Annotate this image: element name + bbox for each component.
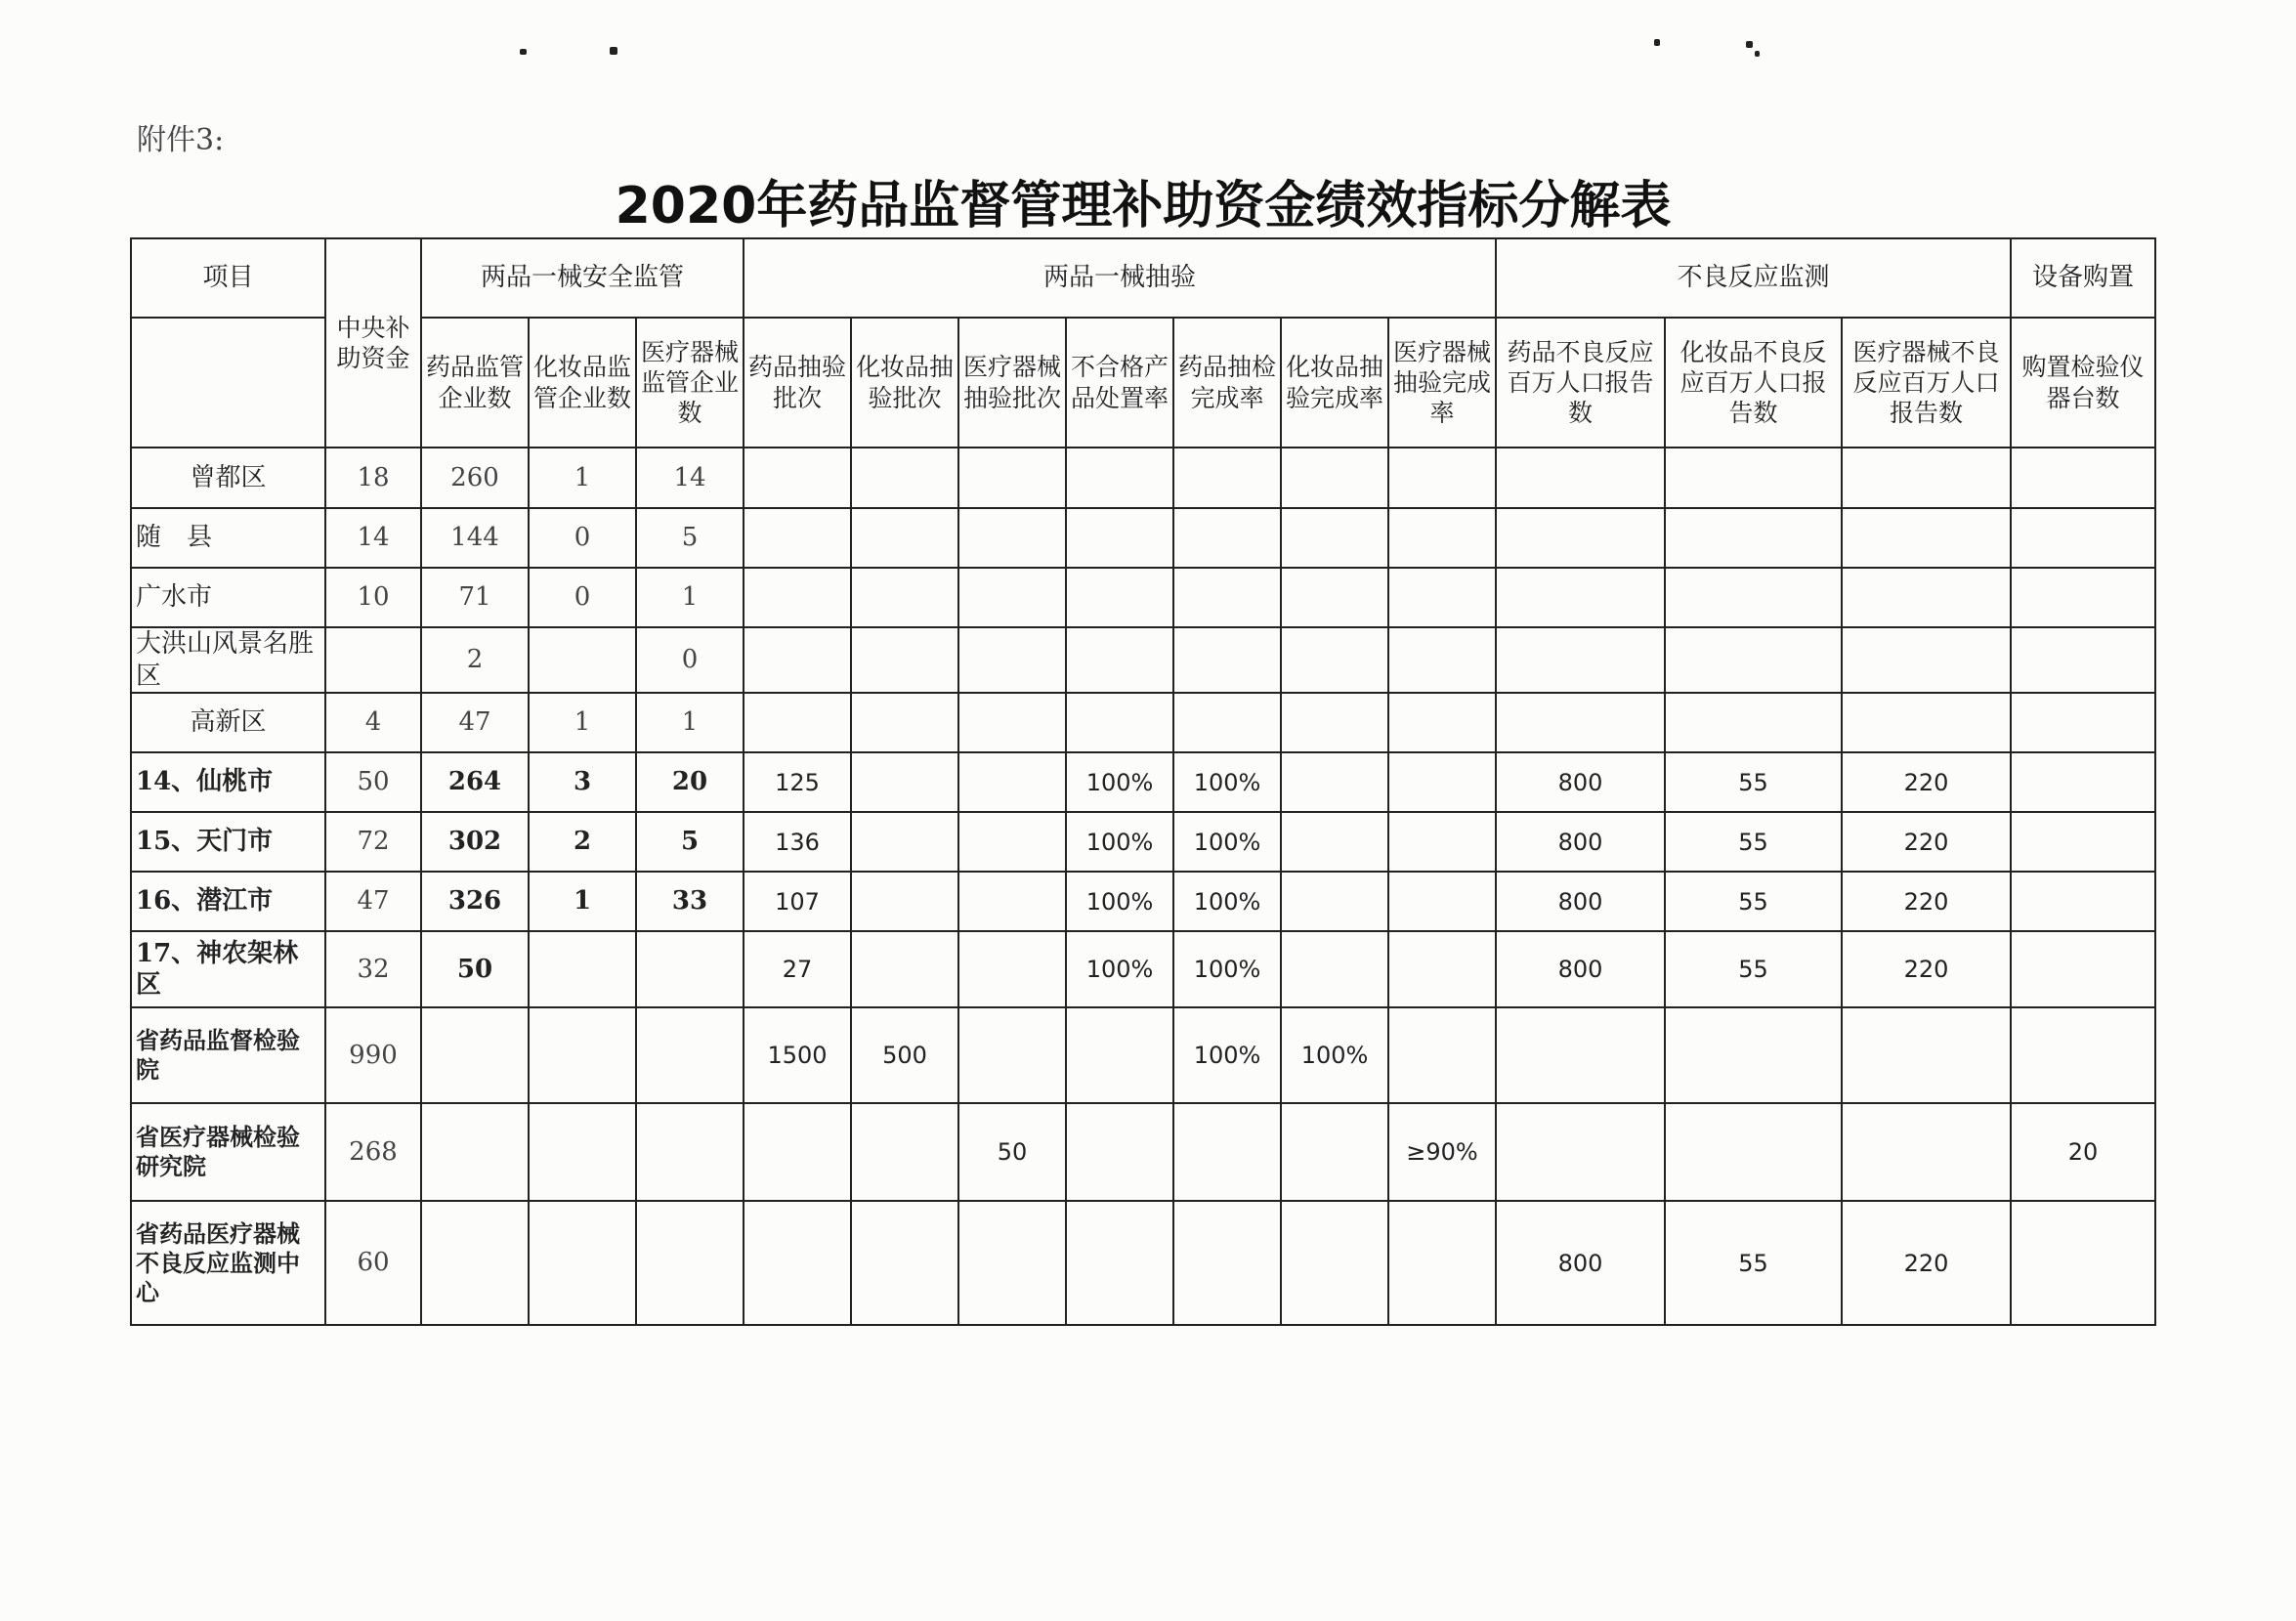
row-cell	[1173, 627, 1281, 693]
scan-speck	[520, 49, 527, 55]
row-cell	[1665, 568, 1842, 627]
row-cell	[2011, 1007, 2155, 1103]
row-cell	[1388, 1201, 1496, 1325]
header-col: 医疗器械抽验完成率	[1388, 318, 1496, 448]
header-row-groups	[131, 238, 2155, 318]
header-group-adverse-reaction: 不良反应监测	[1496, 238, 2011, 318]
row-cell	[2011, 693, 2155, 752]
row-cell	[1388, 872, 1496, 931]
row-cell: 55	[1665, 1201, 1842, 1325]
row-cell: 220	[1842, 872, 2011, 931]
header-col: 化妆品不良反应百万人口报告数	[1665, 318, 1842, 448]
header-col: 医疗器械监管企业数	[636, 318, 744, 448]
row-cell	[744, 1201, 851, 1325]
row-cell	[1173, 1103, 1281, 1201]
row-cell: 0	[529, 508, 636, 568]
row-cell	[1496, 627, 1665, 693]
row-cell: 220	[1842, 752, 2011, 812]
row-cell: 302	[421, 812, 529, 872]
row-cell: 27	[744, 931, 851, 1007]
header-central-fund: 中央补助资金	[325, 238, 421, 448]
row-project-name: 广水市	[131, 568, 325, 627]
row-cell: 125	[744, 752, 851, 812]
header-col: 药品不良反应百万人口报告数	[1496, 318, 1665, 448]
row-cell	[2011, 812, 2155, 872]
row-central-fund: 990	[325, 1007, 421, 1103]
row-cell: 800	[1496, 1201, 1665, 1325]
header-col: 医疗器械不良反应百万人口报告数	[1842, 318, 2011, 448]
row-cell	[636, 1201, 744, 1325]
row-cell: 800	[1496, 872, 1665, 931]
row-cell: 220	[1842, 1201, 2011, 1325]
scan-speck	[1746, 41, 1753, 48]
row-cell	[1173, 568, 1281, 627]
row-cell	[851, 1201, 958, 1325]
row-cell: 1	[529, 693, 636, 752]
row-cell: 326	[421, 872, 529, 931]
row-project-name: 大洪山风景名胜区	[131, 627, 325, 693]
row-project-name: 14、仙桃市	[131, 752, 325, 812]
row-central-fund: 32	[325, 931, 421, 1007]
row-cell	[1496, 693, 1665, 752]
row-cell	[1281, 448, 1388, 508]
header-col: 药品监管企业数	[421, 318, 529, 448]
header-col: 化妆品抽验批次	[851, 318, 958, 448]
row-cell: 3	[529, 752, 636, 812]
row-cell	[421, 1007, 529, 1103]
row-cell	[958, 812, 1066, 872]
row-cell	[636, 1103, 744, 1201]
row-cell	[2011, 1201, 2155, 1325]
header-col: 购置检验仪器台数	[2011, 318, 2155, 448]
row-cell	[529, 1103, 636, 1201]
row-cell: 264	[421, 752, 529, 812]
row-cell	[1388, 448, 1496, 508]
row-cell: 1	[529, 448, 636, 508]
row-cell	[1173, 508, 1281, 568]
table-row	[131, 508, 2155, 568]
row-cell	[1281, 931, 1388, 1007]
row-cell	[1388, 1007, 1496, 1103]
row-cell	[1281, 627, 1388, 693]
row-cell	[1066, 448, 1173, 508]
row-cell: 100%	[1173, 872, 1281, 931]
row-central-fund: 60	[325, 1201, 421, 1325]
row-cell	[1388, 812, 1496, 872]
row-cell: 5	[636, 812, 744, 872]
row-project-name: 15、天门市	[131, 812, 325, 872]
row-cell	[1066, 1007, 1173, 1103]
row-cell	[1842, 1103, 2011, 1201]
row-cell: 55	[1665, 872, 1842, 931]
row-cell	[958, 693, 1066, 752]
row-cell: 136	[744, 812, 851, 872]
header-project: 项目	[131, 238, 325, 318]
row-cell: 100%	[1173, 931, 1281, 1007]
row-cell	[851, 1103, 958, 1201]
header-project-blank	[131, 318, 325, 448]
row-cell	[636, 931, 744, 1007]
row-cell	[744, 1103, 851, 1201]
header-col: 不合格产品处置率	[1066, 318, 1173, 448]
row-cell: 0	[529, 568, 636, 627]
row-cell	[1665, 448, 1842, 508]
row-cell: 71	[421, 568, 529, 627]
row-cell	[1496, 508, 1665, 568]
row-central-fund: 4	[325, 693, 421, 752]
row-cell	[529, 1007, 636, 1103]
row-central-fund: 14	[325, 508, 421, 568]
row-cell: 100%	[1066, 752, 1173, 812]
row-project-name: 随 县	[131, 508, 325, 568]
row-cell	[851, 812, 958, 872]
row-cell: 100%	[1173, 752, 1281, 812]
row-cell: 47	[421, 693, 529, 752]
table-row	[131, 1103, 2155, 1201]
row-cell	[851, 568, 958, 627]
row-cell	[1388, 693, 1496, 752]
row-cell	[2011, 931, 2155, 1007]
header-group-equipment: 设备购置	[2011, 238, 2155, 318]
row-cell	[1388, 627, 1496, 693]
scan-speck	[610, 47, 617, 55]
row-project-name: 省药品监督检验院	[131, 1007, 325, 1103]
row-cell: 144	[421, 508, 529, 568]
row-cell: 800	[1496, 752, 1665, 812]
row-cell	[744, 508, 851, 568]
annex-label: 附件3:	[137, 123, 225, 157]
row-cell	[1173, 1201, 1281, 1325]
row-cell	[1281, 1201, 1388, 1325]
row-cell	[851, 627, 958, 693]
row-cell: 100%	[1173, 812, 1281, 872]
row-cell	[851, 448, 958, 508]
row-cell: 800	[1496, 931, 1665, 1007]
row-cell: 100%	[1281, 1007, 1388, 1103]
row-cell	[1665, 627, 1842, 693]
row-cell: 55	[1665, 812, 1842, 872]
row-project-name: 省医疗器械检验研究院	[131, 1103, 325, 1201]
table-row	[131, 568, 2155, 627]
row-cell	[2011, 568, 2155, 627]
row-cell	[1281, 1103, 1388, 1201]
row-cell	[2011, 752, 2155, 812]
row-cell	[1842, 693, 2011, 752]
row-cell	[1281, 568, 1388, 627]
row-cell	[1665, 1007, 1842, 1103]
page-title: 2020年药品监督管理补助资金绩效指标分解表	[615, 177, 1672, 235]
row-cell	[1388, 508, 1496, 568]
row-cell	[1281, 812, 1388, 872]
row-cell	[958, 752, 1066, 812]
table-row	[131, 627, 2155, 693]
row-cell	[851, 872, 958, 931]
row-cell: 1	[529, 872, 636, 931]
row-cell	[2011, 872, 2155, 931]
row-cell	[958, 568, 1066, 627]
header-group-supervision: 两品一械安全监管	[421, 238, 744, 318]
scan-speck	[1755, 51, 1760, 57]
row-cell	[529, 1201, 636, 1325]
row-project-name: 高新区	[131, 693, 325, 752]
row-cell	[1842, 627, 2011, 693]
row-cell: 50	[958, 1103, 1066, 1201]
table-row	[131, 1007, 2155, 1103]
row-cell	[2011, 448, 2155, 508]
row-cell	[1281, 752, 1388, 812]
row-cell	[1842, 508, 2011, 568]
row-cell	[1066, 568, 1173, 627]
row-cell	[1281, 508, 1388, 568]
row-cell	[1842, 1007, 2011, 1103]
row-cell	[1496, 1007, 1665, 1103]
row-cell: 33	[636, 872, 744, 931]
row-cell	[744, 568, 851, 627]
row-cell: 55	[1665, 752, 1842, 812]
row-central-fund: 18	[325, 448, 421, 508]
table-row	[131, 752, 2155, 812]
row-cell	[1665, 1103, 1842, 1201]
row-cell	[1173, 693, 1281, 752]
row-cell: 500	[851, 1007, 958, 1103]
header-group-sampling: 两品一械抽验	[744, 238, 1496, 318]
row-cell	[2011, 508, 2155, 568]
table-row	[131, 693, 2155, 752]
row-cell	[851, 508, 958, 568]
row-cell	[421, 1201, 529, 1325]
row-cell: 1	[636, 568, 744, 627]
row-cell	[958, 1007, 1066, 1103]
table-row	[131, 448, 2155, 508]
row-cell	[1842, 448, 2011, 508]
row-central-fund	[325, 627, 421, 693]
row-cell	[1496, 1103, 1665, 1201]
row-cell	[1281, 693, 1388, 752]
row-central-fund: 47	[325, 872, 421, 931]
row-cell: 50	[421, 931, 529, 1007]
row-cell: 100%	[1066, 812, 1173, 872]
row-cell	[1842, 568, 2011, 627]
row-central-fund: 10	[325, 568, 421, 627]
table-row	[131, 872, 2155, 931]
row-cell: 220	[1842, 931, 2011, 1007]
row-cell: 55	[1665, 931, 1842, 1007]
row-cell: 260	[421, 448, 529, 508]
row-project-name: 17、神农架林区	[131, 931, 325, 1007]
row-cell: 14	[636, 448, 744, 508]
header-row-columns	[131, 318, 2155, 448]
row-cell: 1500	[744, 1007, 851, 1103]
row-cell	[744, 627, 851, 693]
table-row	[131, 1201, 2155, 1325]
row-project-name: 曾都区	[131, 448, 325, 508]
row-cell	[958, 1201, 1066, 1325]
row-cell	[958, 508, 1066, 568]
row-central-fund: 72	[325, 812, 421, 872]
row-cell	[1281, 872, 1388, 931]
row-cell	[529, 931, 636, 1007]
row-cell	[958, 627, 1066, 693]
row-cell: 0	[636, 627, 744, 693]
row-cell	[1066, 1103, 1173, 1201]
row-cell	[744, 448, 851, 508]
row-cell	[851, 752, 958, 812]
row-cell	[1388, 568, 1496, 627]
table-row	[131, 812, 2155, 872]
row-cell: 100%	[1173, 1007, 1281, 1103]
row-cell: 100%	[1066, 872, 1173, 931]
header-col: 化妆品抽验完成率	[1281, 318, 1388, 448]
row-cell: 2	[421, 627, 529, 693]
row-central-fund: 50	[325, 752, 421, 812]
row-project-name: 省药品医疗器械不良反应监测中心	[131, 1201, 325, 1325]
row-project-name: 16、潜江市	[131, 872, 325, 931]
row-cell	[1066, 627, 1173, 693]
row-cell	[1665, 508, 1842, 568]
row-cell	[1066, 693, 1173, 752]
row-cell	[851, 693, 958, 752]
row-cell: 20	[636, 752, 744, 812]
row-cell	[1388, 752, 1496, 812]
indicator-table	[130, 237, 2156, 1326]
row-cell	[636, 1007, 744, 1103]
row-cell	[1388, 931, 1496, 1007]
row-cell	[744, 693, 851, 752]
row-cell	[2011, 627, 2155, 693]
row-cell: 107	[744, 872, 851, 931]
row-cell: 800	[1496, 812, 1665, 872]
row-cell	[529, 627, 636, 693]
row-cell	[1066, 1201, 1173, 1325]
row-cell: 100%	[1066, 931, 1173, 1007]
row-cell	[1665, 693, 1842, 752]
row-cell	[1173, 448, 1281, 508]
row-cell	[421, 1103, 529, 1201]
header-col: 药品抽检完成率	[1173, 318, 1281, 448]
row-central-fund: 268	[325, 1103, 421, 1201]
row-cell: 5	[636, 508, 744, 568]
header-col: 化妆品监管企业数	[529, 318, 636, 448]
row-cell	[1496, 568, 1665, 627]
row-cell	[1496, 448, 1665, 508]
row-cell	[851, 931, 958, 1007]
row-cell: 1	[636, 693, 744, 752]
row-cell	[1066, 508, 1173, 568]
row-cell	[958, 931, 1066, 1007]
row-cell: 2	[529, 812, 636, 872]
row-cell: 20	[2011, 1103, 2155, 1201]
row-cell	[958, 448, 1066, 508]
header-col: 药品抽验批次	[744, 318, 851, 448]
row-cell: ≥90%	[1388, 1103, 1496, 1201]
table-row	[131, 931, 2155, 1007]
row-cell	[958, 872, 1066, 931]
row-cell: 220	[1842, 812, 2011, 872]
header-col: 医疗器械抽验批次	[958, 318, 1066, 448]
scan-speck	[1654, 39, 1660, 46]
